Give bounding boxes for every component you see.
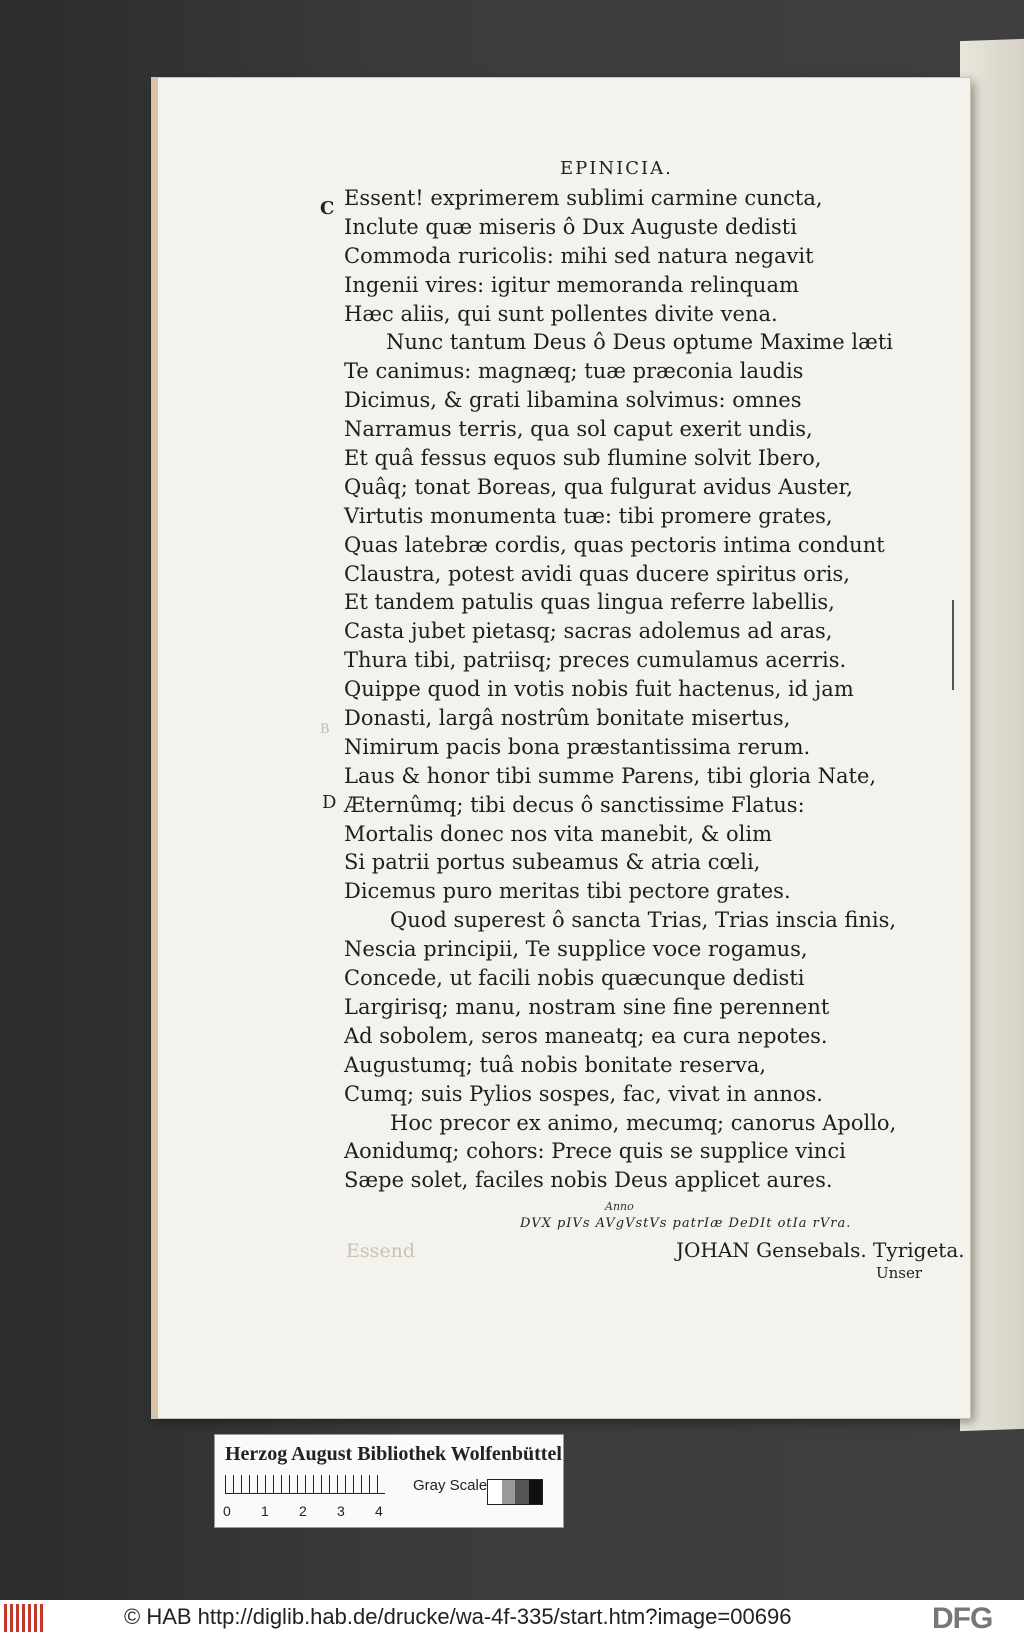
poem-text	[344, 184, 904, 1195]
scale-tick: 4	[375, 1503, 383, 1519]
text-line: Largirisq; manu, nostram sine fine perennent	[344, 994, 830, 1019]
ruler-icon	[225, 1475, 385, 1494]
text-line: Æternûmq; tibi decus ô sanctissime Flatus:	[344, 792, 805, 817]
gray-scale-label: Gray Scale	[413, 1477, 488, 1494]
text-line: Essent! exprimerem sublimi carmine cuncta,	[344, 186, 823, 210]
scale-tick: 2	[299, 1503, 307, 1519]
chronogram: DVX pIVs AVgVstVs patrIæ DeDIt otIa rVra.	[520, 1216, 852, 1231]
text-line: Te canimus: magnæq; tuæ præconia laudis	[344, 359, 804, 384]
scale-card-title: Herzog August Bibliothek Wolfenbüttel	[225, 1443, 562, 1465]
footer-bar	[0, 1600, 1024, 1636]
text-line: Donasti, largâ nostrûm bonitate misertus,	[344, 706, 791, 731]
text-line: Hæc aliis, qui sunt pollentes divite vena.	[344, 301, 778, 326]
footer-url[interactable]: © HAB http://diglib.hab.de/drucke/wa-4f-335/start.htm?image=00696	[124, 1604, 792, 1629]
text-line: Nescia principii, Te supplice voce rogamus,	[344, 937, 808, 962]
margin-letter-b: B	[320, 722, 330, 737]
text-line: Virtutis monumenta tuæ: tibi promere grates,	[344, 503, 833, 528]
catchword: Unser	[876, 1264, 923, 1282]
text-line: Si patrii portus subeamus & atria cœli,	[344, 850, 761, 875]
text-line: Sæpe solet, faciles nobis Deus applicet aures.	[344, 1168, 833, 1193]
text-line: Thura tibi, patriisq; preces cumulamus acerris.	[344, 648, 847, 673]
text-line: Casta jubet pietasq; sacras adolemus ad aras,	[344, 619, 833, 644]
text-line: Narramus terris, qua sol caput exerit undis,	[344, 417, 813, 442]
text-line: Concede, ut facili nobis quæcunque dedisti	[344, 966, 805, 991]
text-line: Hoc precor ex animo, mecumq; canorus Apollo,	[390, 1110, 897, 1135]
text-line: Quippe quod in votis nobis fuit hactenus, id jam	[344, 677, 854, 702]
text-line: Laus & honor tibi summe Parens, tibi gloria Nate,	[344, 763, 877, 788]
text-line: Et quâ fessus equos sub flumine solvit Ibero,	[344, 446, 822, 471]
text-line: Aonidumq; cohors: Prece quis se supplice vinci	[344, 1139, 846, 1164]
text-line: Commoda ruricolis: mihi sed natura negavit	[344, 243, 814, 268]
scale-tick: 0	[223, 1503, 231, 1519]
text-line: Quâq; tonat Boreas, qua fulgurat avidus Auster,	[344, 474, 853, 499]
barcode-icon	[4, 1604, 44, 1632]
faded-catchword: Essend	[346, 1240, 416, 1262]
text-line: Ingenii vires: igitur memoranda relinquam	[344, 272, 799, 297]
anno-label: Anno	[605, 1200, 634, 1213]
page-edge-mark	[952, 600, 954, 690]
text-line: Mortalis donec nos vita manebit, & olim	[344, 821, 773, 846]
author-signature: JOHAN Gensebals. Tyrigeta.	[676, 1238, 965, 1262]
text-line: Ad sobolem, seros maneatq; ea cura nepotes.	[344, 1023, 828, 1048]
text-line: Nunc tantum Deus ô Deus optume Maxime læti	[386, 330, 893, 355]
text-line: Quas latebræ cordis, quas pectoris intima condunt	[344, 532, 885, 557]
scale-tick: 1	[261, 1503, 269, 1519]
text-line: Inclute quæ miseris ô Dux Auguste dedisti	[344, 214, 797, 239]
margin-letter-c: C	[320, 198, 335, 219]
text-line: Dicimus, & grati libamina solvimus: omnes	[344, 388, 802, 413]
text-line: Quod superest ô sancta Trias, Trias inscia finis,	[390, 908, 897, 933]
color-scale-card	[214, 1434, 564, 1528]
text-line: Dicemus puro meritas tibi pectore grates.	[344, 879, 791, 904]
scale-tick: 3	[337, 1503, 345, 1519]
running-header: EPINICIA.	[560, 158, 673, 179]
text-line: Augustumq; tuâ nobis bonitate reserva,	[344, 1052, 767, 1077]
text-line: Claustra, potest avidi quas ducere spiritus oris,	[344, 561, 850, 586]
text-line: Nimirum pacis bona præstantissima rerum.	[344, 734, 811, 759]
dfg-logo: DFG	[932, 1602, 993, 1635]
text-line: Cumq; suis Pylios sospes, fac, vivat in annos.	[344, 1081, 823, 1106]
gray-scale-swatch	[487, 1479, 543, 1505]
margin-letter-d: D	[322, 792, 337, 813]
text-line: Et tandem patulis quas lingua referre labellis,	[344, 590, 835, 615]
